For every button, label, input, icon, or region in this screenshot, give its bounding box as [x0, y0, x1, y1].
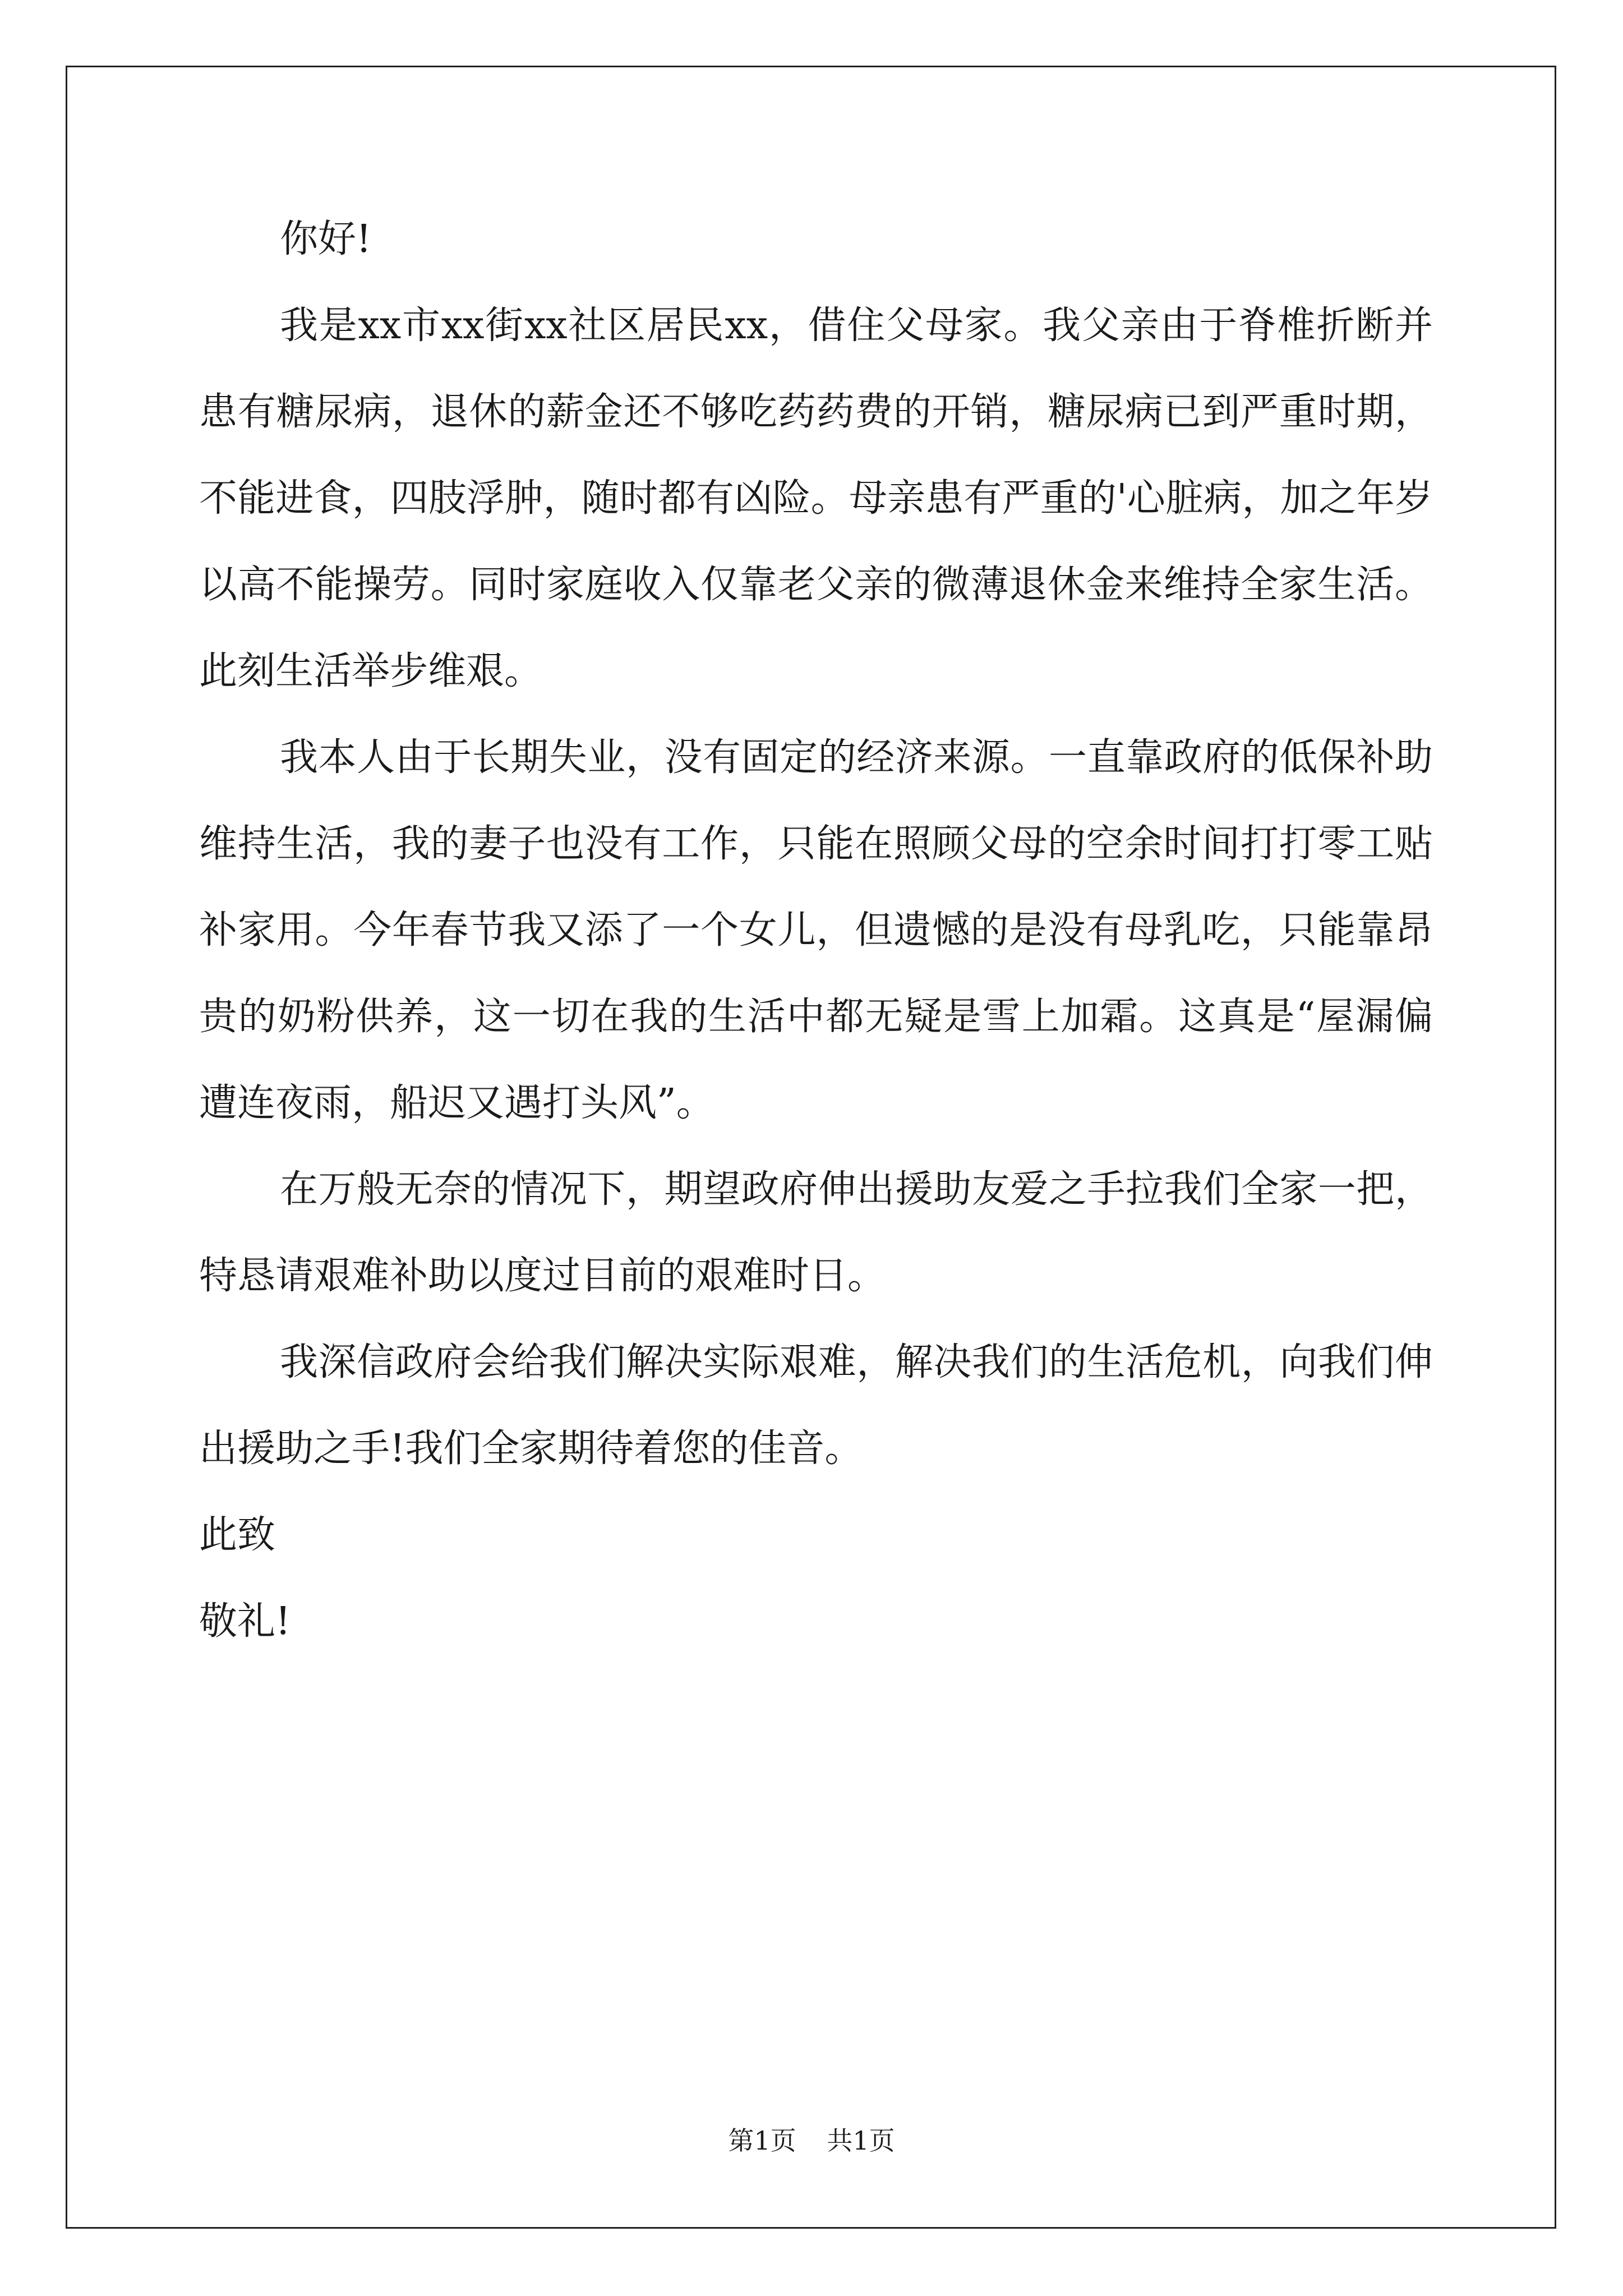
letter-body: [199, 196, 1433, 1665]
letter-paragraph: 我是xx市xx街xx社区居民xx，借住父母家。我父亲由于脊椎折断并患有糖尿病，退休的薪金还不够吃药药费的开销，糖尿病已到严重时期，不能进食，四肢浮肿，随时都有凶险。母亲患有严重的'心脏病，加之年岁以高不能操劳。同时家庭收入仅靠老父亲的微薄退休金来维持全家生活。此刻生活举步维艰。: [199, 303, 1433, 693]
letter-closing: 此致: [199, 1513, 276, 1557]
page-number: 第1页: [728, 2125, 796, 2156]
page-total: 共1页: [827, 2125, 895, 2156]
page-footer: [0, 2124, 1623, 2157]
letter-paragraph: 在万般无奈的情况下，期望政府伸出援助友爱之手拉我们全家一把，特恳请艰难补助以度过目前的艰难时日。: [199, 1167, 1433, 1298]
letter-salutation: 敬礼!: [199, 1599, 291, 1644]
letter-greeting: 你好!: [280, 217, 372, 261]
letter-paragraph: 我深信政府会给我们解决实际艰难，解决我们的生活危机，向我们伸出援助之手!我们全家期待着您的佳音。: [199, 1340, 1433, 1471]
letter-paragraph: 我本人由于长期失业，没有固定的经济来源。一直靠政府的低保补助维持生活，我的妻子也没有工作，只能在照顾父母的空余时间打打零工贴补家用。今年春节我又添了一个女儿，但遗憾的是没有母乳吃，只能靠昂贵的奶粉供养，这一切在我的生活中都无疑是雪上加霜。这真是“屋漏偏遭连夜雨，船迟又遇打头风”。: [199, 735, 1433, 1125]
